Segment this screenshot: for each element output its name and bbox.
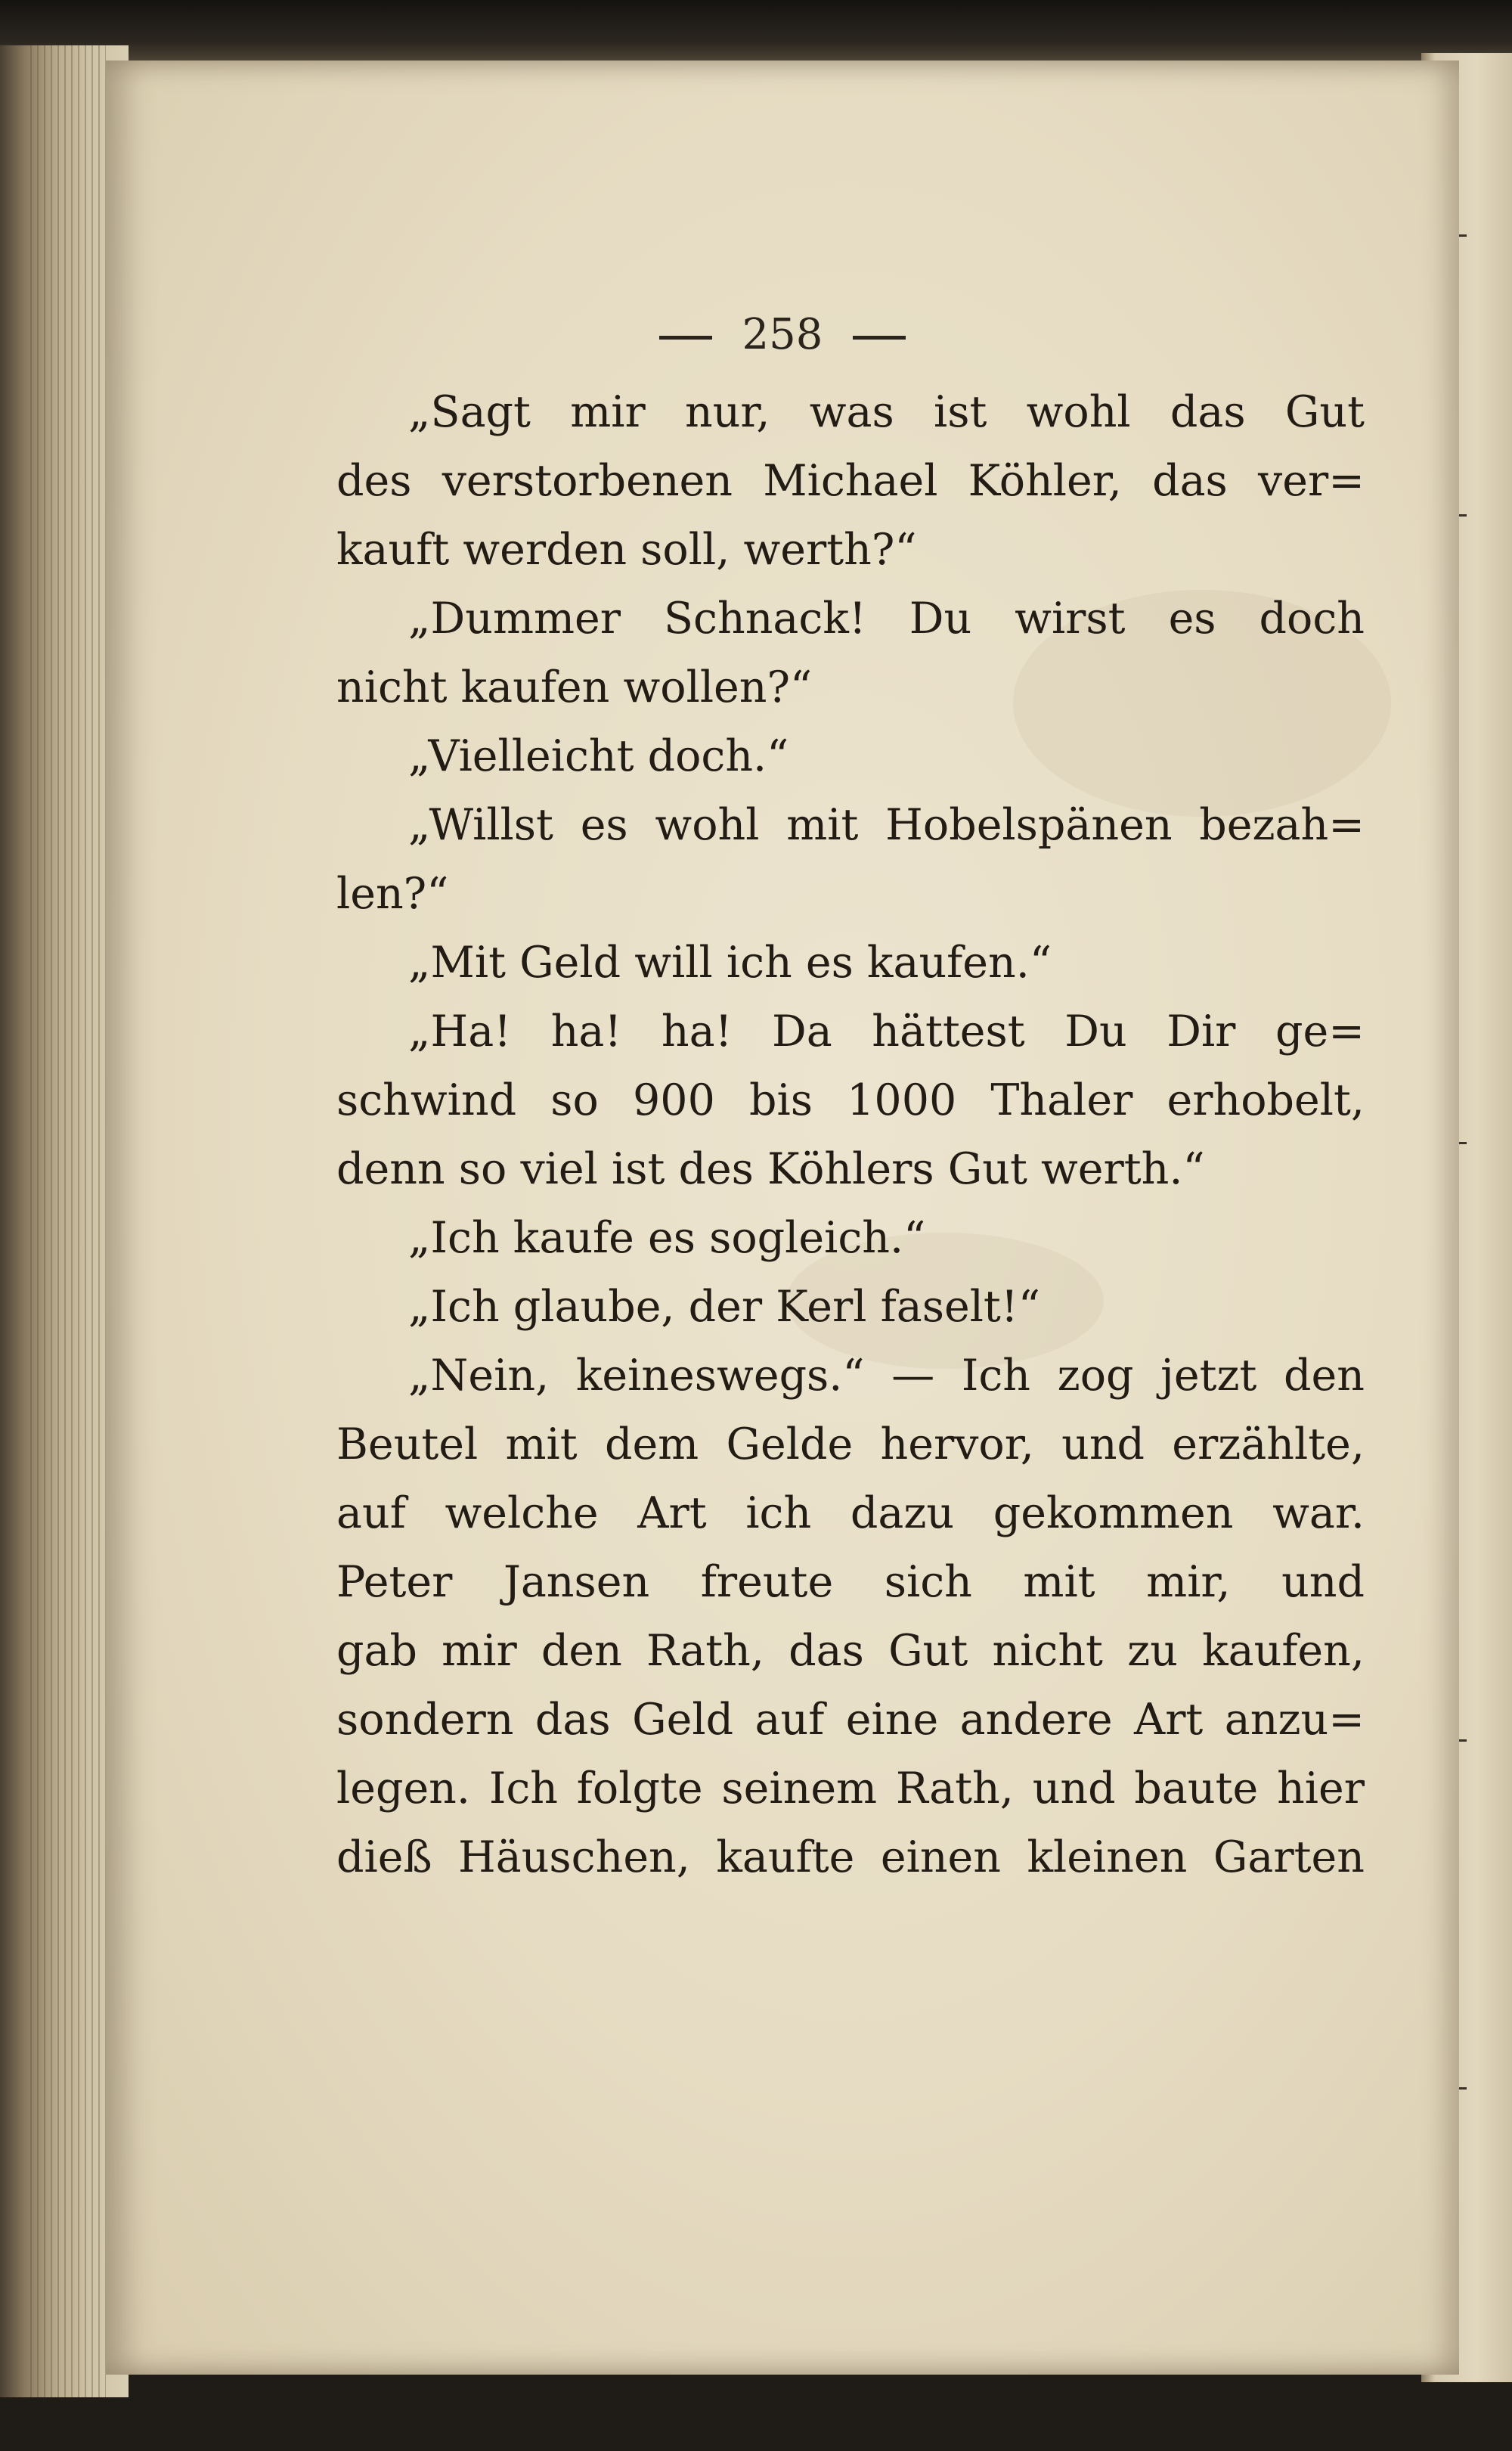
text-line: len?“ (336, 869, 449, 919)
text-line: „Dummer Schnack! Du wirst es doch (408, 594, 1365, 644)
text-line: sondern das Geld auf eine andere Art anzu= (336, 1695, 1365, 1745)
paragraph (336, 722, 1365, 791)
text-line: des verstorbenen Michael Köhler, das ver= (336, 456, 1365, 506)
text-line: gab mir den Rath, das Gut nicht zu kaufen, (336, 1626, 1365, 1676)
book-page (106, 60, 1459, 2375)
text-line: Beutel mit dem Gelde hervor, und erzählte, (336, 1419, 1365, 1469)
paragraph (336, 585, 1365, 722)
page-header (106, 310, 1459, 359)
page-number: 258 (742, 310, 823, 359)
paragraph (336, 929, 1365, 997)
paragraph (336, 1204, 1365, 1273)
text-line: „Sagt mir nur, was ist wohl das Gut (408, 387, 1365, 437)
text-line: „Ich glaube, der Kerl faselt!“ (408, 1282, 1040, 1332)
body-text (336, 378, 1365, 1892)
paragraph (336, 997, 1365, 1204)
text-line: „Mit Geld will ich es kaufen.“ (408, 938, 1052, 988)
paragraph (336, 1342, 1365, 1892)
text-line: legen. Ich folgte seinem Rath, und baute hier (336, 1764, 1365, 1813)
text-line: „Willst es wohl mit Hobelspänen bezah= (408, 800, 1365, 850)
text-line: Peter Jansen freute sich mit mir, und (336, 1557, 1365, 1607)
text-line: auf welche Art ich dazu gekommen war. (336, 1488, 1365, 1538)
text-line: kauft werden soll, werth?“ (336, 525, 917, 575)
paragraph (336, 1273, 1365, 1342)
text-line: dieß Häuschen, kaufte einen kleinen Garten (336, 1832, 1365, 1882)
text-line: schwind so 900 bis 1000 Thaler erhobelt, (336, 1075, 1365, 1125)
book-cover-top-edge (0, 0, 1512, 60)
header-dash-right (853, 336, 906, 340)
text-line: nicht kaufen wollen?“ (336, 662, 813, 712)
text-line: „Ich kaufe es sogleich.“ (408, 1213, 926, 1263)
text-line: denn so viel ist des Köhlers Gut werth.“ (336, 1144, 1205, 1194)
text-line: „Ha! ha! ha! Da hättest Du Dir ge= (408, 1007, 1365, 1056)
text-line: „Vielleicht doch.“ (408, 731, 789, 781)
text-line: „Nein, keineswegs.“ — Ich zog jetzt den (408, 1351, 1365, 1401)
header-dash-left (659, 336, 712, 340)
paragraph (336, 791, 1365, 929)
paragraph (336, 378, 1365, 585)
